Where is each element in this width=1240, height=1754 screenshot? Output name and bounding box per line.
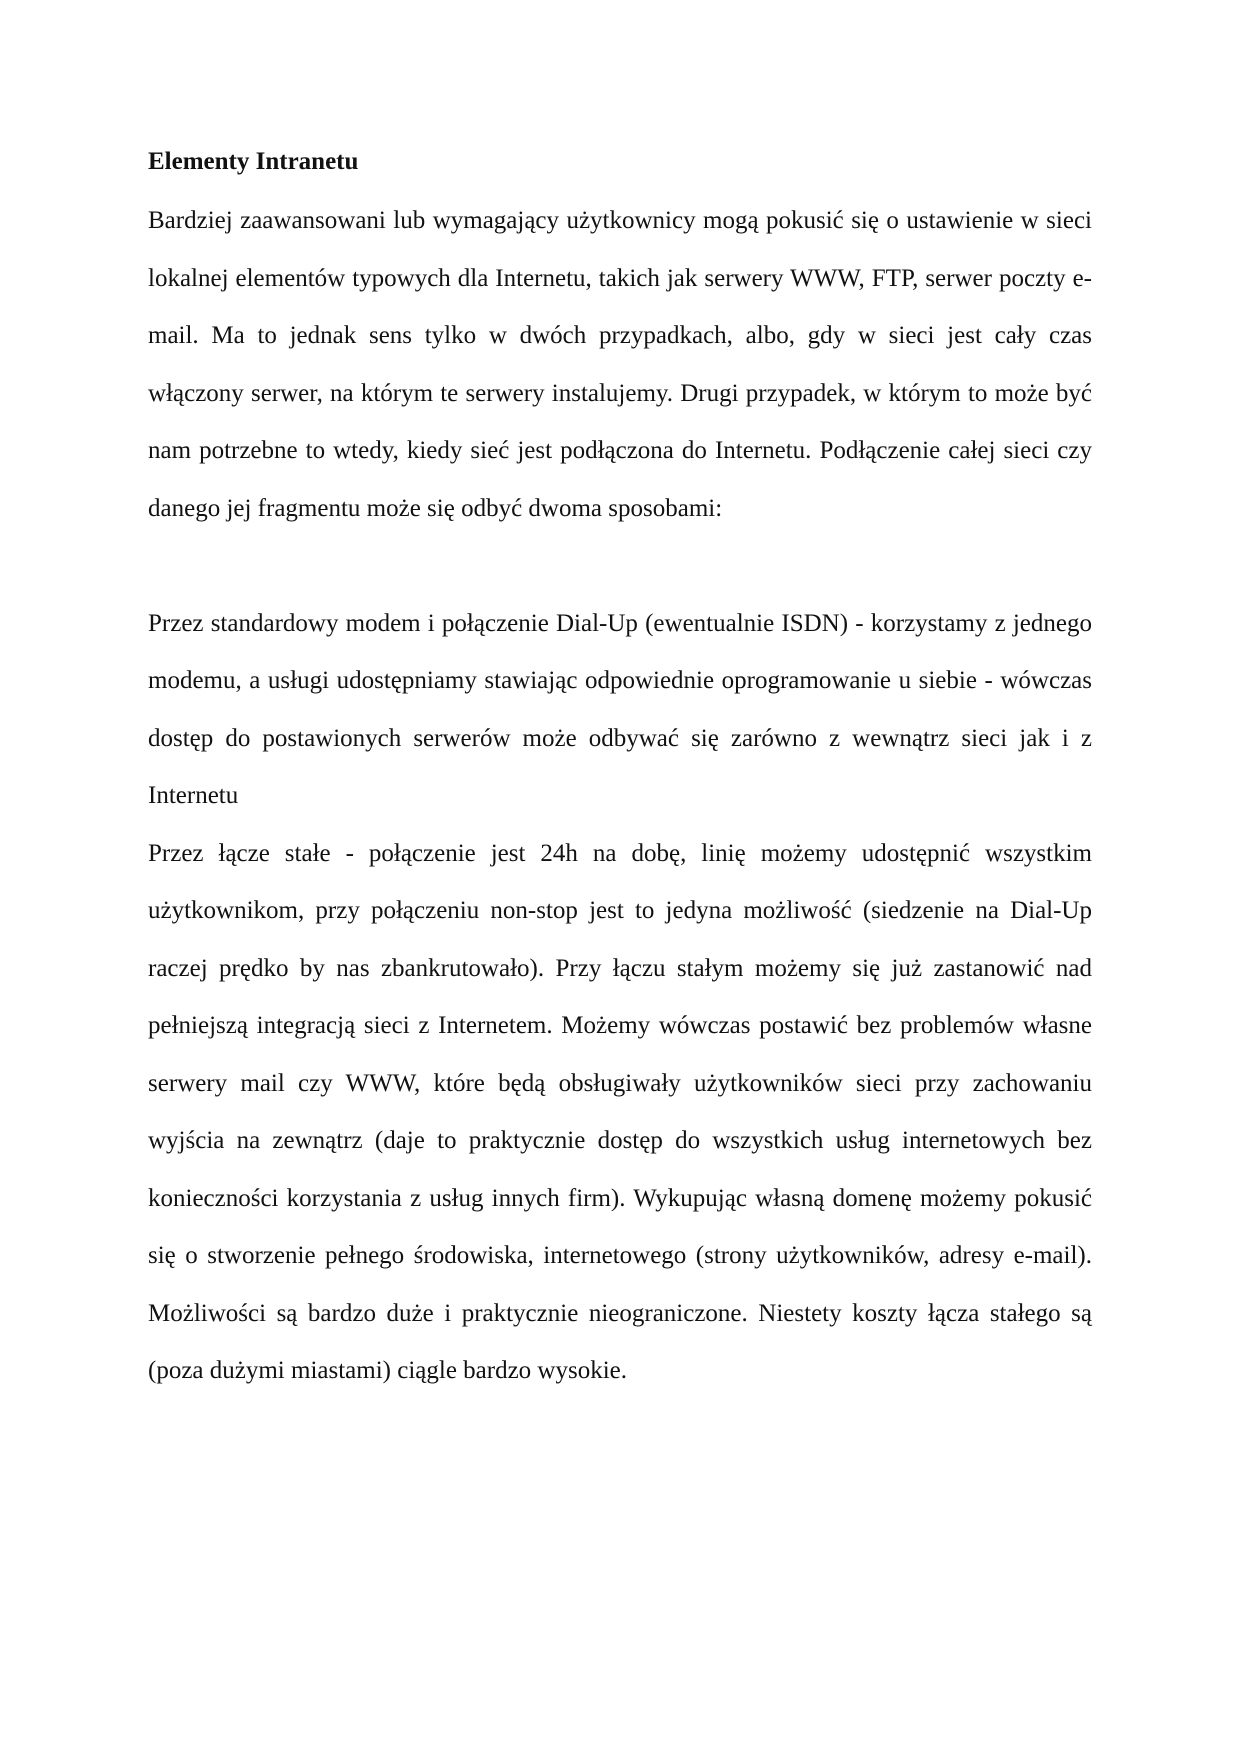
paragraph-leased-line: Przez łącze stałe - połączenie jest 24h na dobę, linię możemy udostępnić wszystkim użytkownikom, przy połączeniu non-stop jest to jedyna możliwość (siedzenie na Dial-Up raczej prędko by nas zbankrutowało). Przy łączu stałym możemy się już zastanowić nad pełniejszą integracją sieci z Internetem. Możemy wówczas postawić bez problemów własne serwery mail czy WWW, które będą obsługiwały użytkowników sieci przy zachowaniu wyjścia na zewnątrz (daje to praktycznie dostęp do wszystkich usług internetowych bez konieczności korzystania z usług innych firm). Wykupując własną domenę możemy pokusić się o stworzenie pełnego środowiska, internetowego (strony użytkowników, adresy e-mail). Możliwości są bardzo duże i praktycznie nieograniczone. Niestety koszty łącza stałego są (poza dużymi miastami) ciągle bardzo wysokie.	[148, 839, 1092, 1384]
paragraph-spacer	[148, 537, 1092, 595]
document-body	[148, 142, 1092, 1400]
paragraph-dial-up: Przez standardowy modem i połączenie Dial-Up (ewentualnie ISDN) - korzystamy z jednego modemu, a usługi udostępniamy stawiając odpowiednie oprogramowanie u siebie - wówczas dostęp do postawionych serwerów może odbywać się zarówno z wewnątrz sieci jak i z Internetu	[148, 609, 1092, 809]
document-title: Elementy Intranetu	[148, 148, 359, 175]
paragraph-intro: Bardziej zaawansowani lub wymagający użytkownicy mogą pokusić się o ustawienie w sieci lokalnej elementów typowych dla Internetu, takich jak serwery WWW, FTP, serwer poczty e-mail. Ma to jednak sens tylko w dwóch przypadkach, albo, gdy w sieci jest cały czas włączony serwer, na którym te serwery instalujemy. Drugi przypadek, w którym to może być nam potrzebne to wtedy, kiedy sieć jest podłączona do Internetu. Podłączenie całej sieci czy danego jej fragmentu może się odbyć dwoma sposobami:	[148, 207, 1092, 522]
